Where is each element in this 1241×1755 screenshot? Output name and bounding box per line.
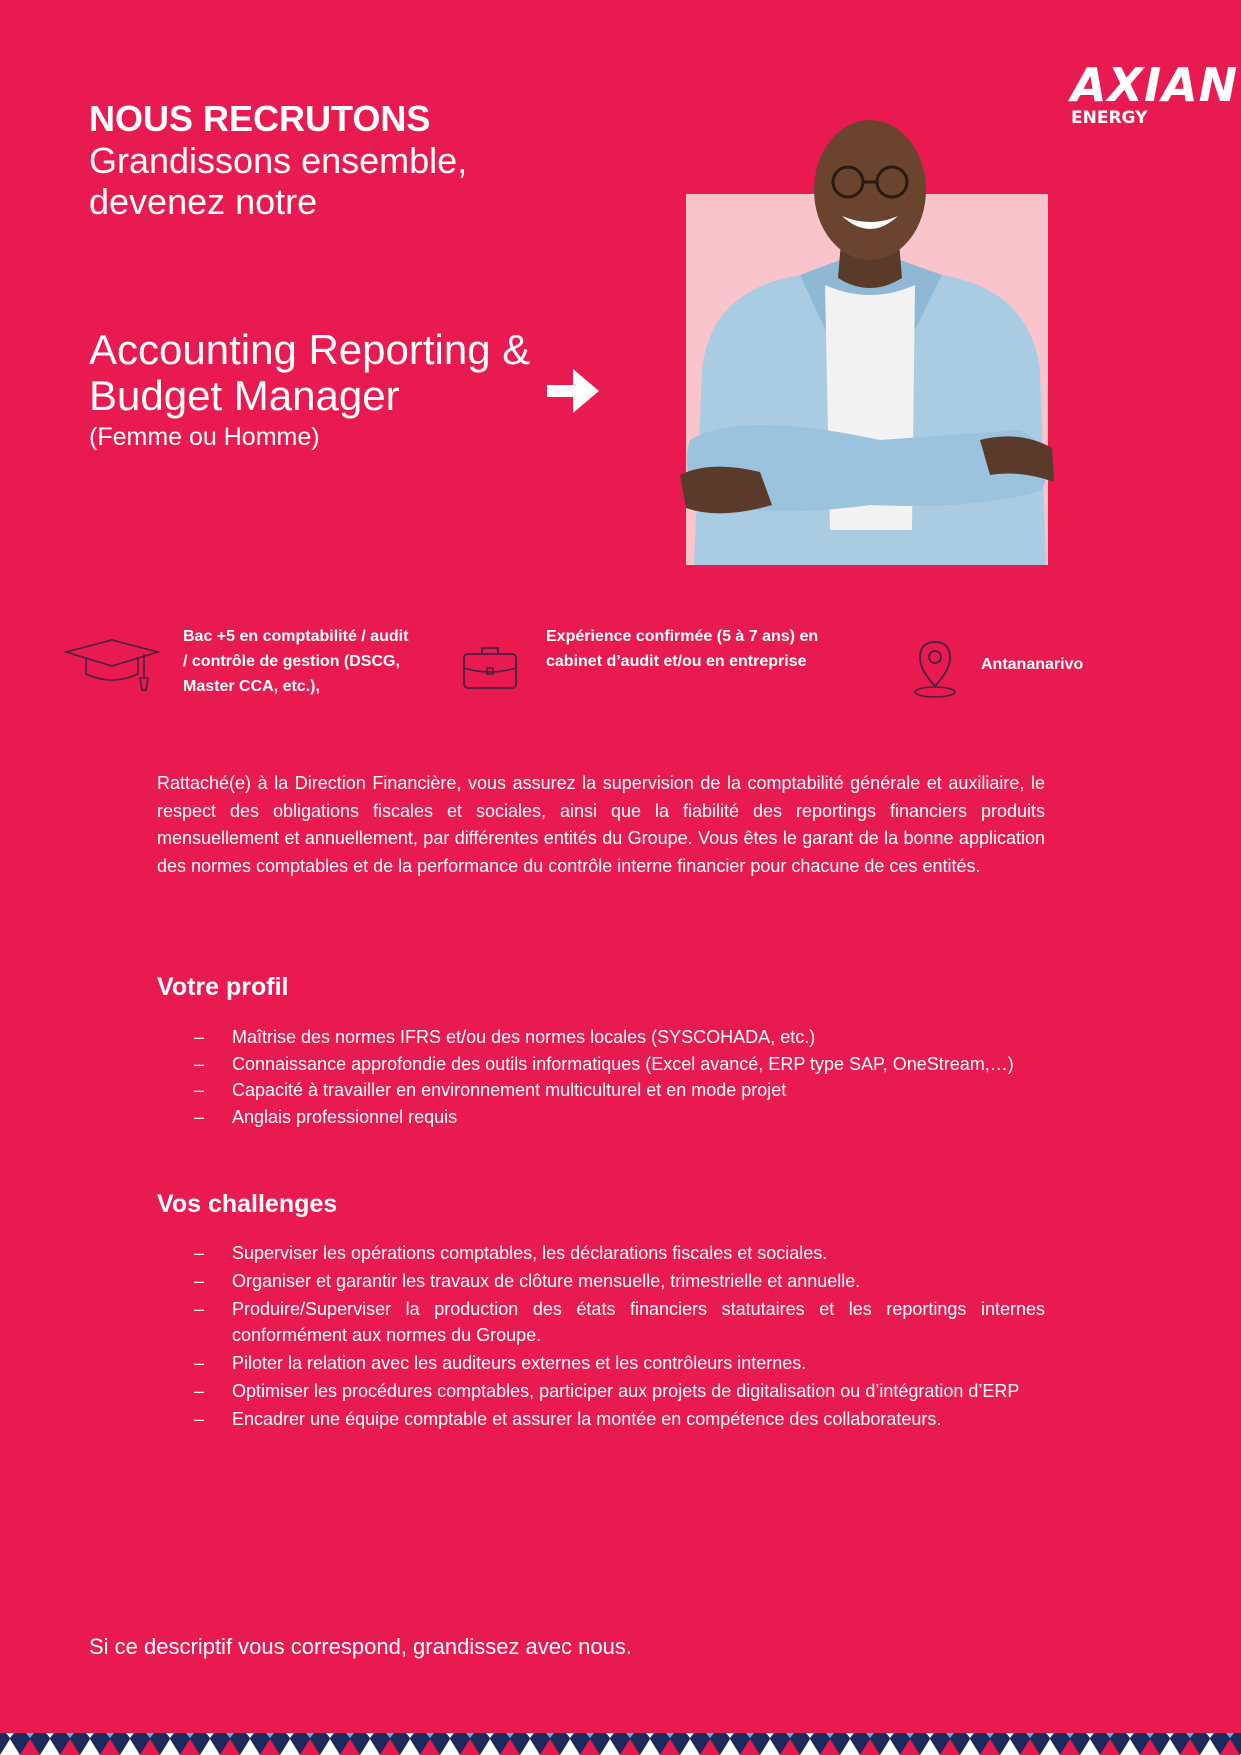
info-education-line-3: Master CCA, etc.), xyxy=(183,678,320,695)
headline xyxy=(89,98,609,222)
list-item: – Produire/Superviser la production des états financiers statutaires et les reportings internes conformément aux normes du Groupe. xyxy=(194,1299,1045,1345)
list-item: – Organiser et garantir les travaux de clôture mensuelle, trimestrielle et annuelle. xyxy=(194,1271,861,1291)
job-title-line-2: Budget Manager xyxy=(89,372,400,419)
info-location-line-1: Antananarivo xyxy=(981,656,1084,673)
logo-wordmark: AXIAN xyxy=(1071,58,1239,112)
info-experience-line-2: cabinet d’audit et/ou en entreprise xyxy=(546,653,807,670)
challenges-section xyxy=(157,1189,1045,1434)
job-title-block xyxy=(89,327,569,453)
headline-line-2: devenez notre xyxy=(89,181,318,222)
brand-logo xyxy=(1071,58,1239,130)
candidate-photo xyxy=(680,110,1060,565)
info-education xyxy=(183,624,423,699)
list-item: – Superviser les opérations comptables, les déclarations fiscales et sociales. xyxy=(194,1243,828,1263)
info-education-line-1: Bac +5 en comptabilité / audit xyxy=(183,628,409,645)
closing-text: Si ce descriptif vous correspond, grandissez avec nous. xyxy=(89,1634,632,1659)
location-pin-icon xyxy=(910,638,960,700)
info-experience xyxy=(546,624,846,674)
job-title-line-1: Accounting Reporting & xyxy=(89,326,531,373)
list-item: – Encadrer une équipe comptable et assurer la montée en compétence des collaborateurs. xyxy=(194,1409,942,1429)
info-experience-line-1: Expérience confirmée (5 à 7 ans) en xyxy=(546,628,819,645)
arrow-right-icon xyxy=(545,365,601,417)
challenges-list xyxy=(157,1240,1045,1432)
briefcase-icon xyxy=(462,644,518,690)
job-description: Rattaché(e) à la Direction Financière, vous assurez la supervision de la comptabilité générale et auxiliaire, le respect des obligations fiscales et sociales, ainsi que la fiabilité des reportings financiers produits mensuellement et annuellement, par différentes entités du Groupe. Vous êtes le garant de la bonne application des normes comptables et de la performance du contrôle interne financier pour chacune de ces entités. xyxy=(157,773,1045,876)
logo-subtitle: ENERGY xyxy=(1071,108,1148,128)
info-location xyxy=(981,652,1141,677)
list-item: – Anglais professionnel requis xyxy=(194,1106,458,1127)
list-item: – Optimiser les procédures comptables, participer aux projets de digitalisation ou d’intégration d’ERP xyxy=(194,1381,1020,1401)
profil-title: Votre profil xyxy=(157,973,289,1001)
list-item: – Piloter la relation avec les auditeurs externes et les contrôleurs internes. xyxy=(194,1353,807,1373)
profil-list xyxy=(157,1024,1045,1130)
job-gender: (Femme ou Homme) xyxy=(89,423,320,451)
decorative-pattern-band xyxy=(0,1733,1241,1755)
challenges-title: Vos challenges xyxy=(157,1190,338,1218)
list-item: – Capacité à travailler en environnement multiculturel et en mode projet xyxy=(194,1080,787,1100)
headline-line-1: Grandissons ensemble, xyxy=(89,140,468,181)
info-education-line-2: / contrôle de gestion (DSCG, xyxy=(183,653,400,670)
graduation-cap-icon xyxy=(64,638,160,694)
recruit-heading: NOUS RECRUTONS xyxy=(89,98,431,139)
list-item: – Connaissance approfondie des outils informatiques (Excel avancé, ERP type SAP, OneStream,…) xyxy=(194,1053,1014,1074)
list-item: – Maîtrise des normes IFRS et/ou des normes locales (SYSCOHADA, etc.) xyxy=(194,1027,816,1047)
profil-section xyxy=(157,972,1045,1130)
